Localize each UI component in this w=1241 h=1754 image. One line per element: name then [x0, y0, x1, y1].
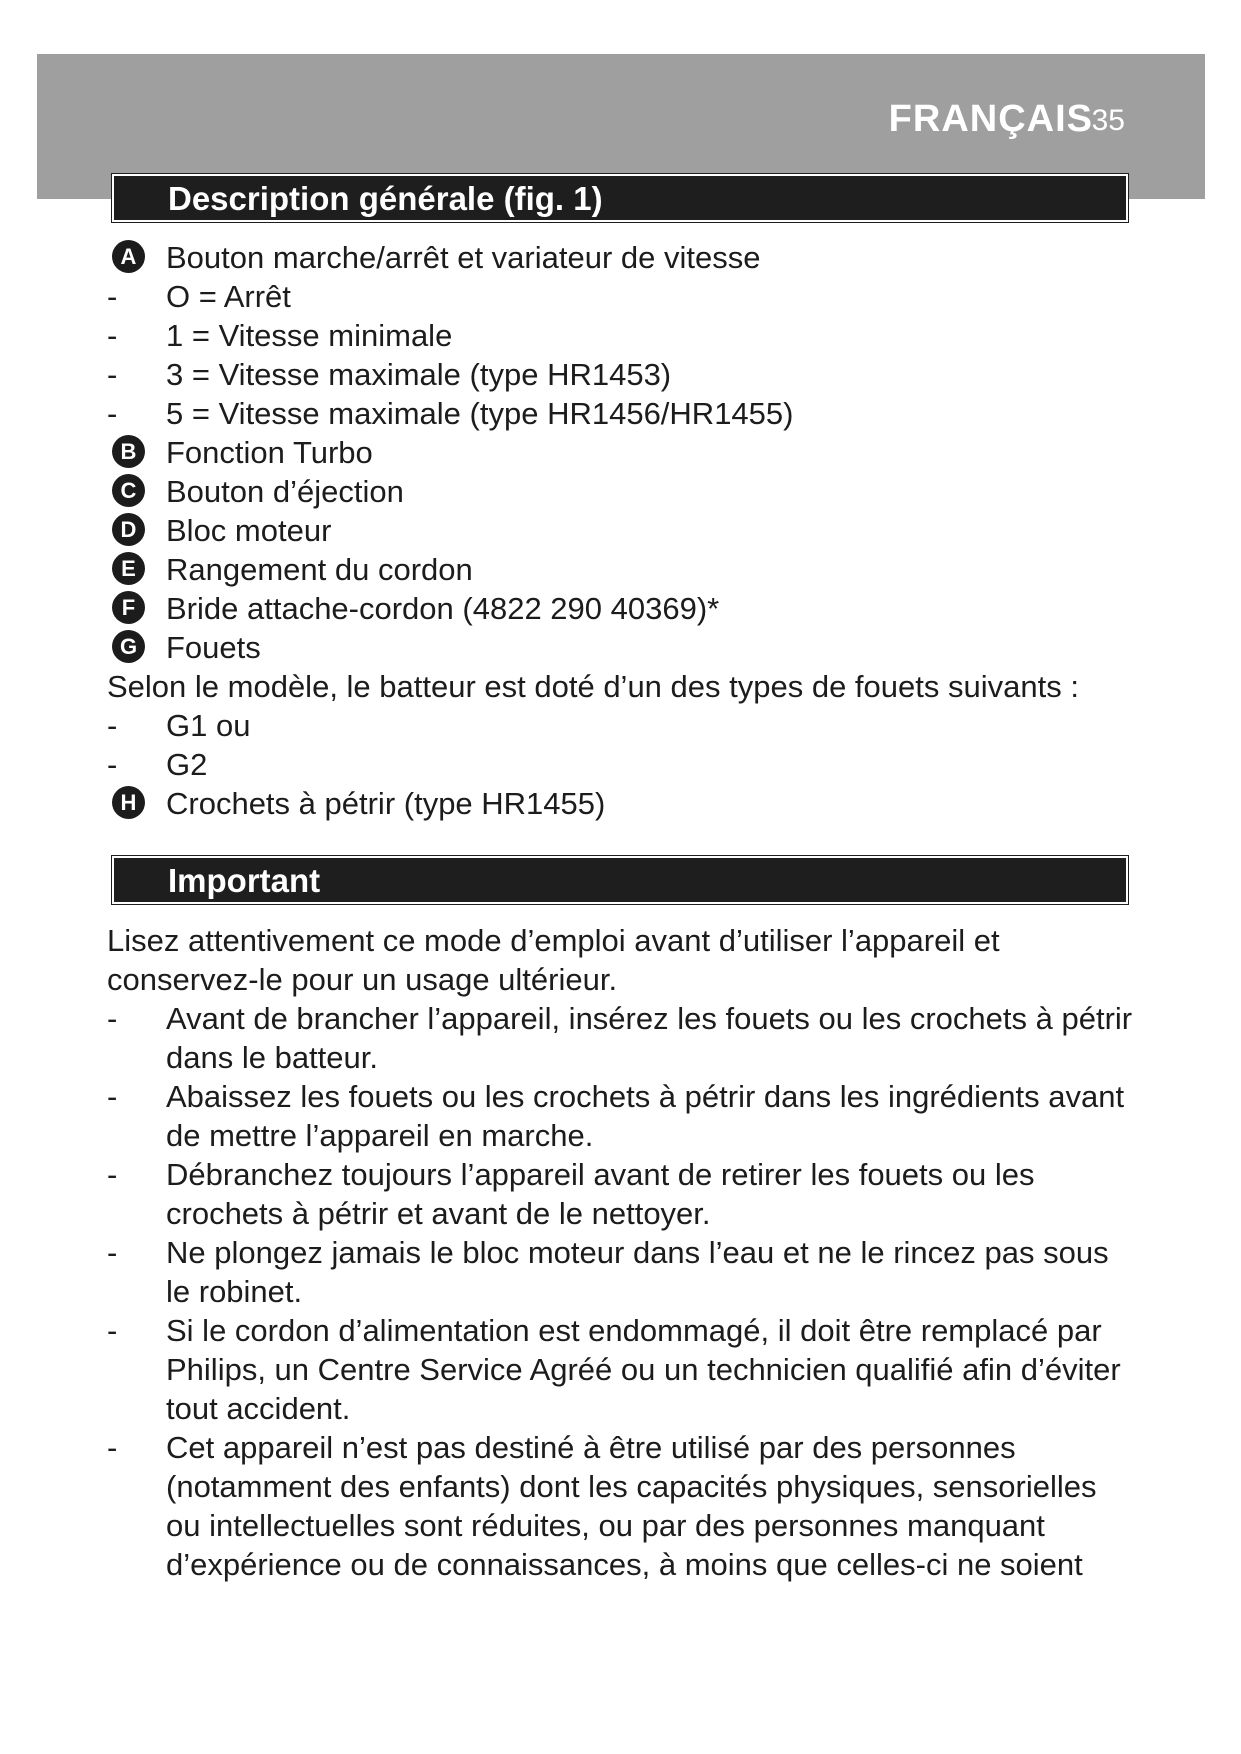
- sub-item: G1 ou: [166, 708, 251, 743]
- dash: -: [107, 1430, 118, 1465]
- language-label: FRANÇAIS: [888, 98, 1093, 140]
- badge-a-icon: A: [112, 240, 145, 273]
- item-c-text: Bouton d’éjection: [166, 474, 404, 509]
- dash: -: [107, 396, 118, 431]
- badge-g-icon: G: [112, 630, 145, 663]
- important-bullet: Cet appareil n’est pas destiné à être utilisé par des personnes (notamment des enfants) dont les capacités physiques, sensorielles ou intellectuelles sont réduites, ou par des personnes manquant d’expérience ou de connaissances, à moins que celles-ci ne soient: [166, 1430, 1097, 1582]
- badge-b-icon: B: [112, 435, 145, 468]
- dash: -: [107, 1079, 118, 1114]
- item-f-text: Bride attache-cordon (4822 290 40369)*: [166, 591, 720, 626]
- important-bullet: Ne plongez jamais le bloc moteur dans l’eau et ne le rincez pas sous le robinet.: [166, 1235, 1109, 1309]
- important-bullet: Abaissez les fouets ou les crochets à pétrir dans les ingrédients avant de mettre l’appareil en marche.: [166, 1079, 1125, 1153]
- dash: -: [107, 1157, 118, 1192]
- dash: -: [107, 1001, 118, 1036]
- sub-item: 5 = Vitesse maximale (type HR1456/HR1455): [166, 396, 794, 431]
- sub-item: 1 = Vitesse minimale: [166, 318, 453, 353]
- item-h-text: Crochets à pétrir (type HR1455): [166, 786, 606, 821]
- dash: -: [107, 279, 118, 314]
- badge-d-icon: D: [112, 513, 145, 546]
- badge-f-icon: F: [112, 591, 145, 624]
- item-b-text: Fonction Turbo: [166, 435, 373, 470]
- important-bullet: Si le cordon d’alimentation est endommagé, il doit être remplacé par Philips, un Centre Service Agréé ou un technicien qualifié afin d’éviter tout accident.: [166, 1313, 1121, 1426]
- item-e-text: Rangement du cordon: [166, 552, 473, 587]
- sub-item: 3 = Vitesse maximale (type HR1453): [166, 357, 672, 392]
- dash: -: [107, 747, 118, 782]
- dash: -: [107, 1235, 118, 1270]
- badge-c-icon: C: [112, 474, 145, 507]
- important-bullet: Débranchez toujours l’appareil avant de retirer les fouets ou les crochets à pétrir et avant de le nettoyer.: [166, 1157, 1035, 1231]
- section-header-important: [112, 856, 1128, 904]
- section-header-description: [112, 174, 1128, 222]
- dash: -: [107, 708, 118, 743]
- sub-item: O = Arrêt: [166, 279, 291, 314]
- dash: -: [107, 318, 118, 353]
- sub-item: G2: [166, 747, 208, 782]
- dash: -: [107, 1313, 118, 1348]
- important-intro: Lisez attentivement ce mode d’emploi avant d’utiliser l’appareil et conservez-le pour un usage ultérieur.: [107, 923, 1000, 997]
- badge-h-icon: H: [112, 786, 145, 819]
- item-g-text: Fouets: [166, 630, 261, 665]
- section-title: Description générale (fig. 1): [168, 180, 603, 217]
- badge-e-icon: E: [112, 552, 145, 585]
- section-title: Important: [168, 862, 321, 899]
- item-a-text: Bouton marche/arrêt et variateur de vitesse: [166, 240, 761, 275]
- item-d-text: Bloc moteur: [166, 513, 332, 548]
- whisk-note: Selon le modèle, le batteur est doté d’un des types de fouets suivants :: [107, 669, 1079, 704]
- dash: -: [107, 357, 118, 392]
- page-number: 35: [1091, 104, 1125, 137]
- important-bullet: Avant de brancher l’appareil, insérez les fouets ou les crochets à pétrir dans le batteur.: [166, 1001, 1133, 1075]
